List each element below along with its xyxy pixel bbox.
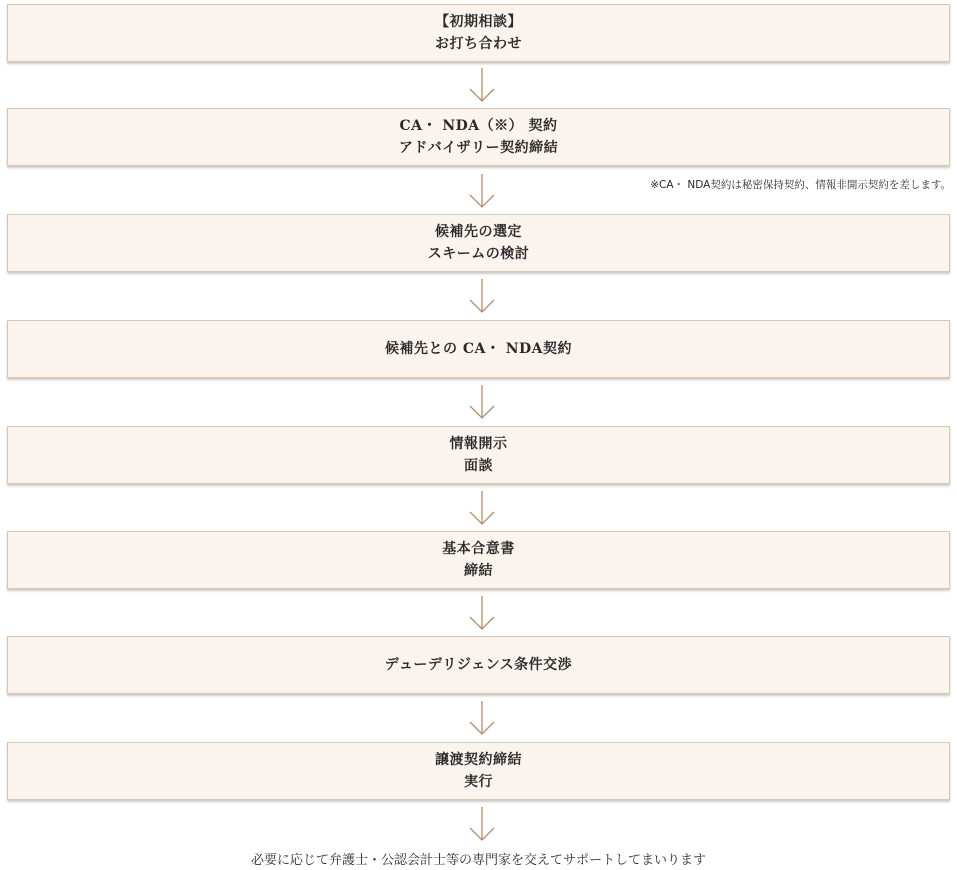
- step-title: CA・ NDA（※） 契約: [399, 118, 558, 134]
- step-title: 情報開示: [449, 436, 508, 452]
- step-title: 【初期相談】: [435, 14, 522, 30]
- down-arrow-icon: [469, 806, 495, 842]
- step-subtitle: アドバイザリー契約締結: [398, 140, 559, 156]
- flow-step-due-diligence: [7, 636, 950, 694]
- step-title: デューデリジェンス条件交渉: [384, 657, 573, 673]
- down-arrow-icon: [469, 278, 495, 314]
- step-title: 基本合意書: [442, 541, 515, 557]
- step-title: 譲渡契約締結: [435, 752, 522, 768]
- down-arrow-icon: [469, 595, 495, 631]
- step-subtitle: スキームの検討: [427, 246, 530, 262]
- flow-step-disclosure-interview: [7, 426, 950, 484]
- down-arrow-icon: [469, 490, 495, 526]
- flow-step-initial-consultation: [7, 4, 950, 62]
- step-title: 候補先の選定: [435, 224, 522, 240]
- flow-step-loi-signing: [7, 531, 950, 589]
- step-subtitle: お打ち合わせ: [435, 36, 522, 52]
- flow-step-candidate-selection: [7, 214, 950, 272]
- down-arrow-icon: [469, 700, 495, 736]
- step-title: 候補先との CA・ NDA契約: [384, 341, 573, 357]
- down-arrow-icon: [469, 384, 495, 420]
- nda-footnote: ※CA・ NDA契約は秘密保持契約、情報非開示契約を差します。: [650, 179, 951, 191]
- flow-step-nda-advisory-contract: [7, 108, 950, 166]
- step-subtitle: 面談: [464, 458, 493, 474]
- step-subtitle: 締結: [464, 563, 493, 579]
- footer-support-note: 必要に応じて弁護士・公認会計士等の専門家を交えてサポートしてまいります: [250, 853, 706, 868]
- step-subtitle: 実行: [464, 774, 493, 790]
- flow-step-candidate-nda: [7, 320, 950, 378]
- flow-step-transfer-agreement: [7, 742, 950, 800]
- down-arrow-icon: [469, 173, 495, 209]
- down-arrow-icon: [469, 67, 495, 103]
